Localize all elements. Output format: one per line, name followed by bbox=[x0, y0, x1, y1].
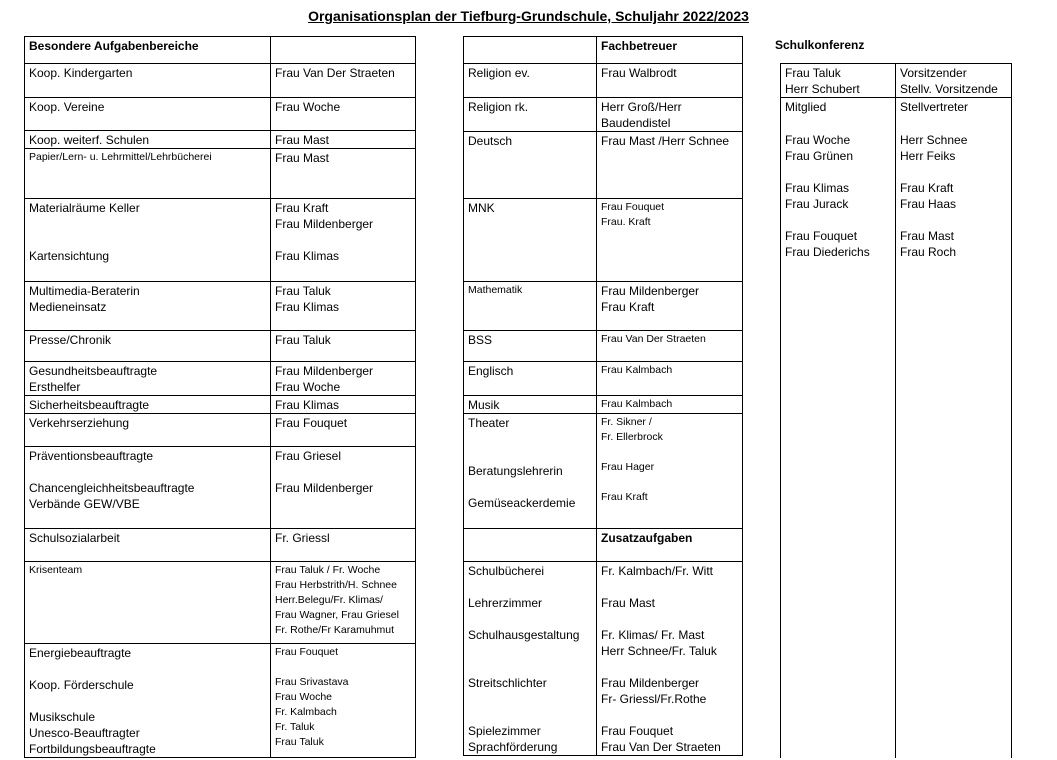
task-name: Präventionsbeauftragte Chancengleichheitsbeauftragte Verbände GEW/VBE bbox=[25, 447, 271, 529]
task-person: Frau Mast bbox=[271, 131, 416, 149]
page-title: Organisationsplan der Tiefburg-Grundschule, Schuljahr 2022/2023 bbox=[308, 8, 749, 24]
task-person: Frau Taluk bbox=[271, 331, 416, 362]
task-name: Koop. weiterf. Schulen bbox=[25, 131, 271, 149]
task-person: Frau Klimas bbox=[271, 396, 416, 414]
task-name: Papier/Lern- u. Lehrmittel/Lehrbücherei bbox=[25, 149, 271, 199]
task-name: Sicherheitsbeauftragte bbox=[25, 396, 271, 414]
conference-member: Frau Taluk Herr Schubert bbox=[781, 64, 896, 98]
school-conference-table bbox=[780, 63, 1012, 758]
task-person: Frau Mildenberger Frau Woche bbox=[271, 362, 416, 396]
task-name: Krisenteam bbox=[25, 562, 271, 644]
task-person: Fr. Griessl bbox=[271, 529, 416, 562]
conference-role: Vorsitzender Stellv. Vorsitzende bbox=[896, 64, 1012, 98]
subject-person: Fr. Sikner / Fr. Ellerbrock Frau Hager Frau Kraft bbox=[597, 414, 743, 529]
subject-person: Frau Van Der Straeten bbox=[597, 331, 743, 362]
extra-task-name: Schulbücherei Lehrerzimmer Schulhausgestaltung Streitschlichter Spielezimmer Sprachförderung bbox=[464, 562, 597, 756]
subject-person: Frau Kalmbach bbox=[597, 362, 743, 396]
subject-name: Englisch bbox=[464, 362, 597, 396]
task-person: Frau Taluk / Fr. Woche Frau Herbstrith/H. Schnee Herr.Belegu/Fr. Klimas/ Frau Wagner, Frau Griesel Fr. Rothe/Fr Karamuhmut bbox=[271, 562, 416, 644]
task-name: Multimedia-Beraterin Medieneinsatz bbox=[25, 282, 271, 331]
conference-member: Mitglied bbox=[781, 98, 896, 131]
task-name: Schulsozialarbeit bbox=[25, 529, 271, 562]
conference-member-list: Frau Woche Frau Grünen Frau Klimas Frau Jurack Frau Fouquet Frau Diederichs bbox=[781, 131, 896, 758]
task-person: Frau Van Der Straeten bbox=[271, 64, 416, 98]
subject-name: Deutsch bbox=[464, 132, 597, 199]
special-tasks-table bbox=[24, 36, 416, 758]
task-name: Materialräume Keller Kartensichtung bbox=[25, 199, 271, 282]
conference-deputy-list: Herr Schnee Herr Feiks Frau Kraft Frau Haas Frau Mast Frau Roch bbox=[896, 131, 1012, 758]
subject-name: MNK bbox=[464, 199, 597, 282]
task-person: Frau Taluk Frau Klimas bbox=[271, 282, 416, 331]
subject-name: Theater Beratungslehrerin Gemüseackerdemie bbox=[464, 414, 597, 529]
task-person: Frau Woche bbox=[271, 98, 416, 131]
task-name: Energiebeauftragte Koop. Förderschule Musikschule Unesco-Beauftragter Fortbildungsbeauftragte bbox=[25, 644, 271, 758]
subject-name: Religion ev. bbox=[464, 64, 597, 98]
task-name: Gesundheitsbeauftragte Ersthelfer bbox=[25, 362, 271, 396]
special-tasks-header: Besondere Aufgabenbereiche bbox=[25, 37, 271, 64]
task-name: Koop. Kindergarten bbox=[25, 64, 271, 98]
task-name: Koop. Vereine bbox=[25, 98, 271, 131]
subject-person: Frau Mildenberger Frau Kraft bbox=[597, 282, 743, 331]
subject-name: BSS bbox=[464, 331, 597, 362]
task-person: Frau Fouquet bbox=[271, 414, 416, 447]
subject-person: Herr Groß/Herr Baudendistel bbox=[597, 98, 743, 132]
task-person: Frau Kraft Frau Mildenberger Frau Klimas bbox=[271, 199, 416, 282]
task-name: Presse/Chronik bbox=[25, 331, 271, 362]
subject-leads-table bbox=[463, 36, 743, 756]
school-conference-header: Schulkonferenz bbox=[775, 38, 865, 52]
subject-name: Musik bbox=[464, 396, 597, 414]
subject-person: Frau Fouquet Frau. Kraft bbox=[597, 199, 743, 282]
empty-header-cell bbox=[464, 37, 597, 64]
extra-tasks-header: Zusatzaufgaben bbox=[597, 529, 743, 562]
task-person: Frau Griesel Frau Mildenberger bbox=[271, 447, 416, 529]
subject-leads-header: Fachbetreuer bbox=[597, 37, 743, 64]
conference-role: Stellvertreter bbox=[896, 98, 1012, 131]
subject-name: Mathematik bbox=[464, 282, 597, 331]
task-person: Frau Mast bbox=[271, 149, 416, 199]
subject-name: Religion rk. bbox=[464, 98, 597, 132]
empty-header-cell bbox=[271, 37, 416, 64]
subject-person: Frau Mast /Herr Schnee bbox=[597, 132, 743, 199]
subject-person: Frau Kalmbach bbox=[597, 396, 743, 414]
extra-task-person: Fr. Kalmbach/Fr. Witt Frau Mast Fr. Klimas/ Fr. Mast Herr Schnee/Fr. Taluk Frau Mildenberger Fr- Griessl/Fr.Rothe Frau Fouquet Frau Van Der Straeten bbox=[597, 562, 743, 756]
subject-person: Frau Walbrodt bbox=[597, 64, 743, 98]
task-name: Verkehrserziehung bbox=[25, 414, 271, 447]
task-person: Frau Fouquet Frau Srivastava Frau Woche Fr. Kalmbach Fr. Taluk Frau Taluk bbox=[271, 644, 416, 758]
empty-header-cell bbox=[464, 529, 597, 562]
